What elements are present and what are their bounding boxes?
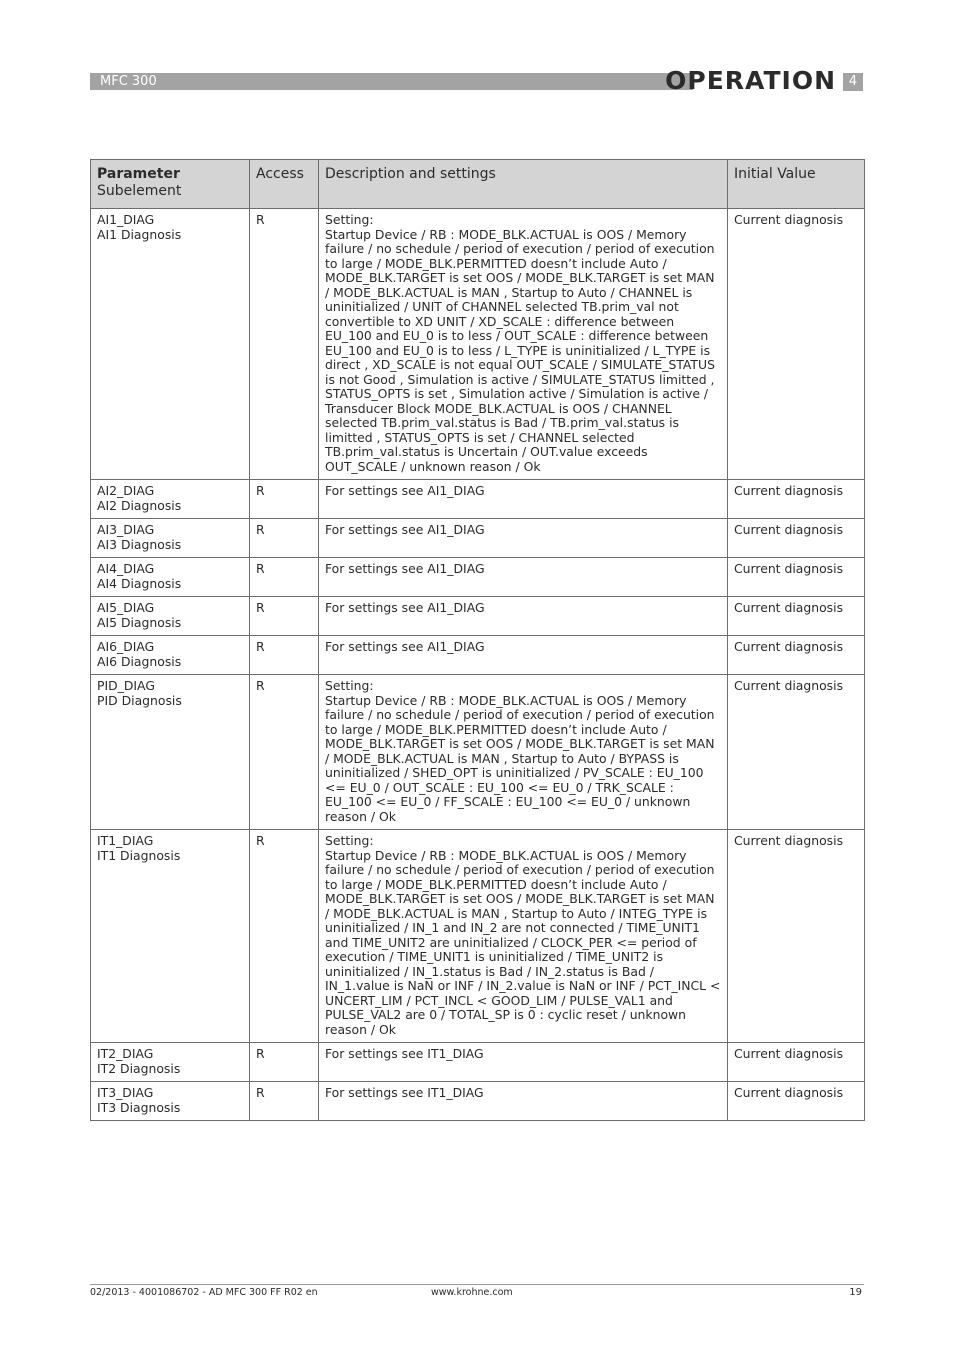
header-bar [90,73,693,90]
cell-description [319,1082,728,1121]
table-body [91,209,865,1121]
parameter-name: IT1_DIAG [97,833,154,848]
parameter-name: AI6_DIAG [97,639,155,654]
cell-parameter [91,480,250,519]
table-row [91,597,865,636]
cell-initial-value: Current diagnosis [728,1082,865,1121]
cell-parameter [91,209,250,480]
parameter-name: IT3_DIAG [97,1085,154,1100]
description-text: For settings see AI1_DIAG [325,639,485,654]
footer-website: www.krohne.com [431,1287,513,1298]
subelement-name: AI5 Diagnosis [97,614,182,630]
cell-description [319,519,728,558]
cell-access: R [250,636,319,675]
parameter-name: AI1_DIAG [97,212,155,227]
column-header-parameter [91,160,250,209]
parameter-name: PID_DIAG [97,678,155,693]
cell-initial-value: Current diagnosis [728,519,865,558]
table-row [91,675,865,830]
cell-initial-value: Current diagnosis [728,558,865,597]
cell-access: R [250,675,319,830]
cell-access: R [250,830,319,1043]
chapter-number-badge: 4 [843,73,863,91]
cell-description [319,209,728,480]
cell-initial-value: Current diagnosis [728,830,865,1043]
cell-access: R [250,597,319,636]
description-text: For settings see AI1_DIAG [325,483,485,498]
cell-parameter [91,636,250,675]
cell-access: R [250,1043,319,1082]
parameter-name: AI5_DIAG [97,600,155,615]
cell-access: R [250,209,319,480]
table-header-row [91,160,865,209]
cell-access: R [250,558,319,597]
header-parameter-label: Parameter [97,166,180,182]
cell-parameter [91,830,250,1043]
cell-initial-value: Current diagnosis [728,597,865,636]
subelement-name: IT3 Diagnosis [97,1099,181,1115]
header-subelement-label: Subelement [97,183,182,199]
subelement-name: IT2 Diagnosis [97,1060,181,1076]
header-model-name: MFC 300 [100,74,157,89]
cell-initial-value: Current diagnosis [728,1043,865,1082]
cell-initial-value: Current diagnosis [728,675,865,830]
table-row [91,1043,865,1082]
cell-description [319,675,728,830]
description-text: For settings see AI1_DIAG [325,561,485,576]
cell-access: R [250,519,319,558]
section-title: OPERATION [665,66,836,95]
cell-parameter [91,1043,250,1082]
subelement-name: PID Diagnosis [97,692,182,708]
table-row [91,1082,865,1121]
table-row [91,636,865,675]
cell-parameter [91,519,250,558]
cell-description [319,480,728,519]
description-text: For settings see AI1_DIAG [325,600,485,615]
subelement-name: IT1 Diagnosis [97,847,181,863]
cell-initial-value: Current diagnosis [728,209,865,480]
cell-parameter [91,558,250,597]
cell-parameter [91,597,250,636]
description-text: Setting: Startup Device / RB : MODE_BLK.ACTUAL is OOS / Memory failure / no schedule / period of execution / period of execution to large / MODE_BLK.PERMITTED doesn’t include Auto / MODE_BLK.TARGET is set OOS / MODE_BLK.TARGET is set MAN / MODE_BLK.ACTUAL is MAN , Startup to Auto / CHANNEL is uninitialized / UNIT of CHANNEL selected TB.prim_val not convertible to XD UNIT / XD_SCALE : difference between EU_100 and EU_0 is to less / OUT_SCALE : difference between EU_100 and EU_0 is to less / L_TYPE is uninitialized / L_TYPE is direct , XD_SCALE is not equal OUT_SCALE / SIMULATE_STATUS is not Good , Simulation is active / SIMULATE_STATUS limitted , STATUS_OPTS is set , Simulation active / Simulation is active / Transducer Block MODE_BLK.ACTUAL is OOS / CHANNEL selected TB.prim_val.status is Bad / TB.prim_val.status is limitted , STATUS_OPTS is set / CHANNEL selected TB.prim_val.status is Uncertain / OUT.value exceeds OUT_SCALE / unknown reason / Ok [325,212,715,474]
cell-description [319,597,728,636]
parameter-name: AI4_DIAG [97,561,155,576]
description-text: For settings see IT1_DIAG [325,1085,484,1100]
table-row [91,558,865,597]
cell-description [319,636,728,675]
description-text: For settings see IT1_DIAG [325,1046,484,1061]
table-row [91,209,865,480]
subelement-name: AI4 Diagnosis [97,575,182,591]
parameter-name: AI3_DIAG [97,522,155,537]
cell-description [319,558,728,597]
cell-initial-value: Current diagnosis [728,636,865,675]
table-row [91,519,865,558]
description-text: Setting: Startup Device / RB : MODE_BLK.ACTUAL is OOS / Memory failure / no schedule / period of execution / period of execution to large / MODE_BLK.PERMITTED doesn’t include Auto / MODE_BLK.TARGET is set OOS / MODE_BLK.TARGET is set MAN / MODE_BLK.ACTUAL is MAN , Startup to Auto / BYPASS is uninitialized / SHED_OPT is uninitialized / PV_SCALE : EU_100 <= EU_0 / OUT_SCALE : EU_100 <= EU_0 / TRK_SCALE : EU_100 <= EU_0 / FF_SCALE : EU_100 <= EU_0 / unknown reason / Ok [325,678,715,824]
footer-page-number: 19 [849,1287,862,1298]
subelement-name: AI2 Diagnosis [97,497,182,513]
table-row [91,830,865,1043]
subelement-name: AI1 Diagnosis [97,226,182,242]
footer-divider [90,1284,864,1285]
cell-access: R [250,1082,319,1121]
parameter-table [90,159,865,1121]
cell-initial-value: Current diagnosis [728,480,865,519]
description-text: Setting: Startup Device / RB : MODE_BLK.ACTUAL is OOS / Memory failure / no schedule / period of execution / period of execution to large / MODE_BLK.PERMITTED doesn’t include Auto / MODE_BLK.TARGET is set OOS / MODE_BLK.TARGET is set MAN / MODE_BLK.ACTUAL is MAN , Startup to Auto / INTEG_TYPE is uninitialized / IN_1 and IN_2 are not connected / TIME_UNIT1 and TIME_UNIT2 are uninitialized / CLOCK_PER <= period of execution / TIME_UNIT1 is uninitialized / TIME_UNIT2 is uninitialized / IN_1.status is Bad / IN_2.status is Bad / IN_1.value is NaN or INF / IN_2.value is NaN or INF / PCT_INCL < UNCERT_LIM / PCT_INCL < GOOD_LIM / PULSE_VAL1 and PULSE_VAL2 are 0 / TOTAL_SP is 0 : cyclic reset / unknown reason / Ok [325,833,721,1037]
cell-access: R [250,480,319,519]
cell-parameter [91,1082,250,1121]
cell-description [319,1043,728,1082]
cell-description [319,830,728,1043]
parameter-name: IT2_DIAG [97,1046,154,1061]
subelement-name: AI3 Diagnosis [97,536,182,552]
table-row [91,480,865,519]
cell-parameter [91,675,250,830]
subelement-name: AI6 Diagnosis [97,653,182,669]
column-header-initial-value: Initial Value [728,160,865,209]
description-text: For settings see AI1_DIAG [325,522,485,537]
parameter-name: AI2_DIAG [97,483,155,498]
column-header-description: Description and settings [319,160,728,209]
column-header-access: Access [250,160,319,209]
footer-document-reference: 02/2013 - 4001086702 - AD MFC 300 FF R02 en [90,1287,318,1298]
